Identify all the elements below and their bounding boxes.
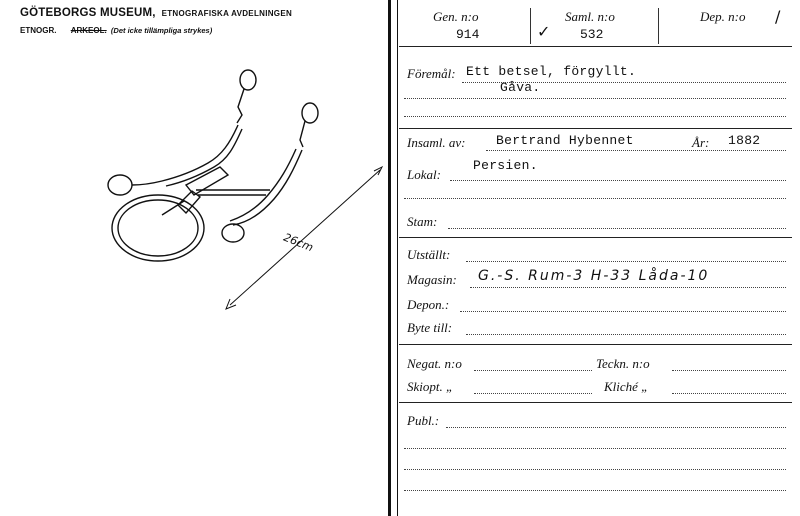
- dotted-rule: [404, 98, 786, 99]
- dotted-rule: [486, 150, 786, 151]
- etnogr-label: ETNOGR.: [20, 26, 57, 35]
- foremal-value-line-1: Ett betsel, förgyllt.: [466, 64, 637, 79]
- section-rule: [399, 344, 792, 345]
- dotted-rule: [404, 116, 786, 117]
- saml-number-label: Saml. n:o: [565, 9, 615, 24]
- dotted-rule: [460, 311, 786, 312]
- insaml-label: Insaml. av:: [407, 135, 466, 150]
- gen-number-label: Gen. n:o: [433, 9, 479, 24]
- card-divider: [388, 0, 391, 516]
- dotted-rule: [404, 198, 786, 199]
- dotted-rule: [466, 334, 786, 335]
- utstallt-label: Utställt:: [407, 247, 451, 262]
- dotted-rule: [672, 370, 786, 371]
- magasin-value: G.-S. Rum-3 H-33 Låda-10: [478, 268, 710, 284]
- depon-label: Depon.:: [407, 297, 450, 312]
- lokal-label: Lokal:: [407, 167, 441, 182]
- section-rule: [399, 237, 792, 238]
- foremal-label: Föremål:: [407, 66, 456, 81]
- size-annotation: 26cm: [281, 230, 316, 255]
- department-name: ETNOGRAFISKA AVDELNINGEN: [161, 9, 293, 18]
- bridle-bit-drawing: [90, 55, 390, 325]
- dotted-rule: [404, 490, 786, 491]
- dotted-rule: [466, 261, 786, 262]
- check-mark-icon: ✓: [537, 24, 551, 41]
- saml-number-value: 532: [580, 27, 604, 42]
- stam-label: Stam:: [407, 214, 438, 229]
- year-value: 1882: [728, 133, 761, 148]
- dotted-rule: [462, 82, 786, 83]
- kliche-label: Kliché „: [604, 379, 649, 394]
- dotted-rule: [448, 228, 786, 229]
- dotted-rule: [446, 427, 786, 428]
- lokal-value: Persien.: [473, 158, 538, 173]
- teckn-label: Teckn. n:o: [596, 356, 650, 371]
- byte-till-label: Byte till:: [407, 320, 453, 335]
- museum-header: [20, 7, 292, 19]
- negat-label: Negat. n:o: [407, 356, 462, 371]
- section-rule: [399, 128, 792, 129]
- dep-number-label: Dep. n:o: [700, 9, 746, 24]
- dotted-rule: [404, 448, 786, 449]
- card-divider-inner: [397, 0, 398, 516]
- museum-name: GÖTEBORGS MUSEUM,: [20, 7, 156, 19]
- dotted-rule: [672, 393, 786, 394]
- dotted-rule: [450, 180, 786, 181]
- section-rule: [399, 402, 792, 403]
- magasin-label: Magasin:: [407, 272, 457, 287]
- dotted-rule: [474, 393, 592, 394]
- dotted-rule: [474, 370, 592, 371]
- department-type-line: [20, 26, 212, 35]
- dotted-rule: [470, 287, 786, 288]
- skiopt-label: Skiopt. „: [407, 379, 454, 394]
- column-separator: [530, 8, 531, 44]
- column-separator: [658, 8, 659, 44]
- dotted-rule: [404, 469, 786, 470]
- gen-number-value: 914: [456, 27, 480, 42]
- foremal-value-line-2: Gåva.: [500, 80, 541, 95]
- year-label: År:: [692, 135, 710, 150]
- insaml-value: Bertrand Hybennet: [496, 133, 634, 148]
- arkeol-label: ARKEOL.: [70, 26, 107, 35]
- strike-note: (Det icke tillämpliga strykes): [110, 26, 213, 35]
- header-rule: [399, 46, 792, 47]
- dep-number-value: /: [775, 7, 781, 26]
- publ-label: Publ.:: [407, 413, 440, 428]
